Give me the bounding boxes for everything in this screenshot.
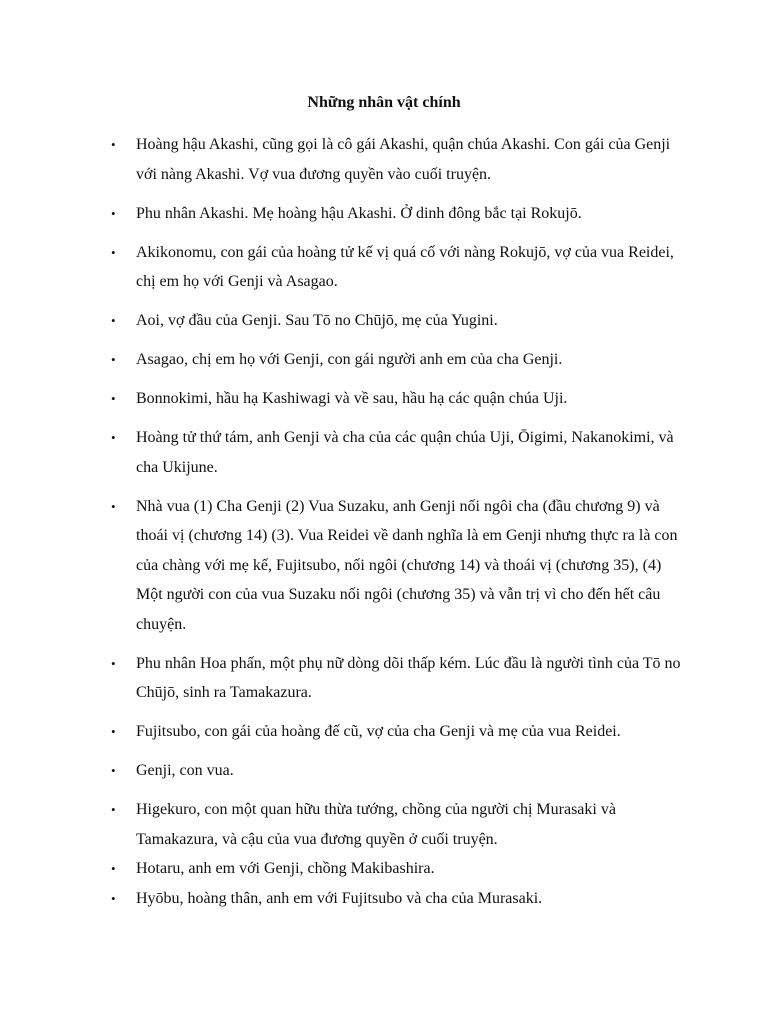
- list-item-text: Phu nhân Hoa phấn, một phụ nữ dòng dõi thấp kém. Lúc đầu là người tình của Tō no Chūjō, sinh ra Tamakazura.: [136, 654, 681, 701]
- bullet-icon: •: [111, 763, 116, 778]
- list-item-text: Hoàng tử thứ tám, anh Genji và cha của các quận chúa Uji, Ōigimi, Nakanokimi, và cha Ukijune.: [136, 429, 674, 476]
- character-list: [0, 130, 684, 913]
- bullet-icon: •: [111, 391, 116, 406]
- list-item-text: Asagao, chị em họ với Genji, con gái người anh em của cha Genji.: [136, 351, 563, 368]
- bullet-icon: •: [111, 655, 116, 671]
- list-item: [111, 345, 684, 375]
- list-item: [111, 649, 684, 708]
- list-item-text: Hyōbu, hoàng thân, anh em với Fujitsubo và cha của Murasaki.: [136, 889, 543, 907]
- list-item: [111, 717, 684, 747]
- list-item-text: Genji, con vua.: [136, 762, 234, 779]
- bullet-icon: •: [111, 724, 116, 739]
- bullet-icon: •: [111, 890, 116, 906]
- document-title: Những nhân vật chính: [307, 94, 461, 111]
- bullet-icon: •: [111, 205, 116, 221]
- bullet-icon: •: [111, 861, 116, 876]
- list-item: [111, 199, 684, 229]
- list-item: [111, 492, 684, 640]
- list-item-text: Phu nhân Akashi. Mẹ hoàng hậu Akashi. Ở dinh đông bắc tại Rokujō.: [136, 204, 582, 222]
- list-item: [111, 756, 684, 786]
- list-item-text: Nhà vua (1) Cha Genji (2) Vua Suzaku, anh Genji nối ngôi cha (đầu chương 9) và thoái vị (chương 14) (3). Vua Reidei về danh nghĩa là em Genji nhưng thực ra là con của chàng với mẹ kế, Fujitsubo, nối ngôi (chương 14) và thoái vị (chương 35), (4) Một người con của vua Suzaku nối ngôi (chương 35) và vẫn trị vì cho đến hết câu chuyện.: [136, 497, 678, 633]
- bullet-icon: •: [111, 802, 116, 817]
- list-item: [111, 130, 684, 189]
- bullet-icon: •: [111, 137, 116, 152]
- list-item: [111, 795, 684, 854]
- list-item: [111, 238, 684, 297]
- list-item-text: Fujitsubo, con gái của hoàng đế cũ, vợ của cha Genji và mẹ của vua Reidei.: [136, 723, 621, 740]
- list-item-text: Bonnokimi, hầu hạ Kashiwagi và về sau, hầu hạ các quận chúa Uji.: [136, 390, 568, 407]
- list-item: [111, 306, 684, 336]
- list-item: [111, 423, 684, 482]
- bullet-icon: •: [111, 430, 116, 445]
- list-item-text: Akikonomu, con gái của hoàng tử kế vị quá cố với nàng Rokujō, vợ của vua Reidei, chị em họ với Genji và Asagao.: [136, 243, 674, 290]
- bullet-icon: •: [111, 498, 116, 514]
- list-item-text: Hotaru, anh em với Genji, chồng Makibashira.: [136, 860, 435, 877]
- bullet-icon: •: [111, 244, 116, 260]
- bullet-icon: •: [111, 313, 116, 328]
- list-item-text: Aoi, vợ đầu của Genji. Sau Tō no Chūjō, mẹ của Yugini.: [136, 312, 498, 329]
- bullet-icon: •: [111, 352, 116, 367]
- list-item: [111, 384, 684, 414]
- list-item: [111, 884, 684, 914]
- list-item: [111, 854, 684, 884]
- list-item-text: Hoàng hậu Akashi, cũng gọi là cô gái Akashi, quận chúa Akashi. Con gái của Genji với nàng Akashi. Vợ vua đương quyền vào cuối truyện.: [136, 136, 671, 183]
- list-item-text: Higekuro, con một quan hữu thừa tướng, chồng của người chị Murasaki và Tamakazura, và cậu của vua đương quyền ở cuối truyện.: [136, 801, 616, 848]
